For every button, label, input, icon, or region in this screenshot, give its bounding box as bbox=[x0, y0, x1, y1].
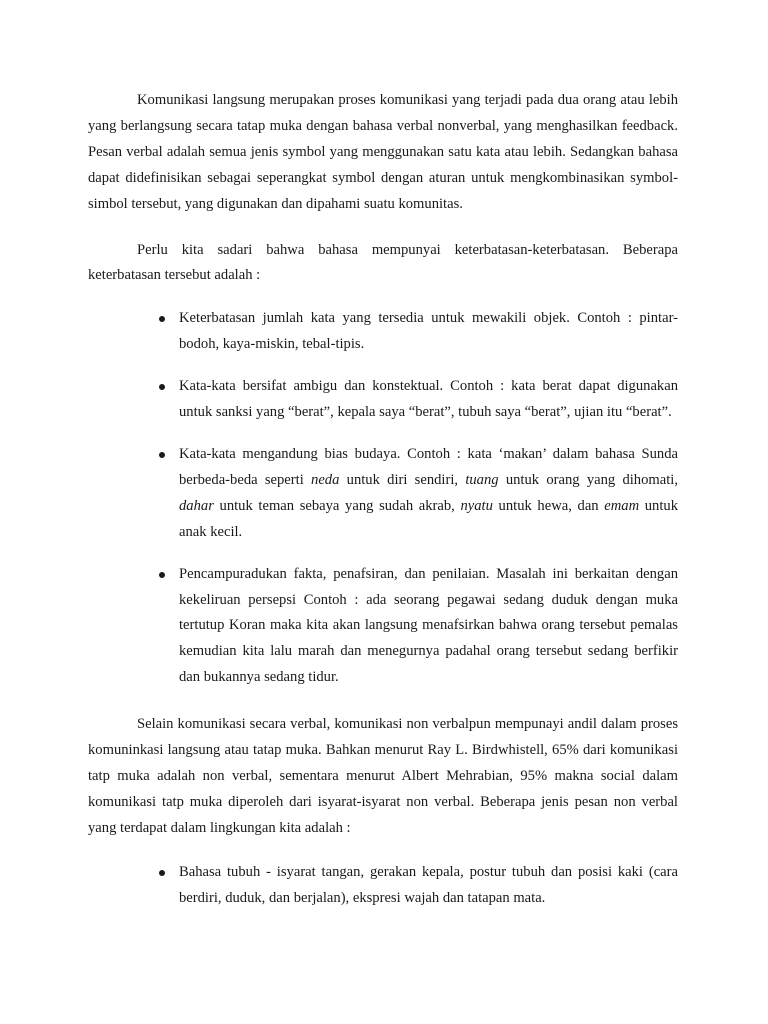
list-item bbox=[88, 306, 678, 358]
paragraph-komunikasi-langsung: Komunikasi langsung merupakan proses komunikasi yang terjadi pada dua orang atau lebih yang berlangsung secara tatap muka dengan bahasa verbal nonverbal, yang menghasilkan feedback. Pesan verbal adalah semua jenis symbol yang menggunakan satu kata atau lebih. Sedangkan bahasa dapat didefinisikan sebagai seperangkat symbol dengan aturan untuk mengkombinasikan symbol-simbol tersebut, yang digunakan dan dipahami suatu komunitas. bbox=[88, 92, 678, 212]
paragraph-komunikasi-nonverbal: Selain komunikasi secara verbal, komunikasi non verbalpun mempunayi andil dalam proses komuninkasi langsung atau tatap muka. Bahkan menurut Ray L. Birdwhistell, 65% dari komunikasi tatp muka adalah non verbal, sementara menurut Albert Mehrabian, 95% makna social dalam komunikasi tatp muka diperoleh dari isyarat-isyarat non verbal. Beberapa jenis pesan non verbal yang terdapat dalam lingkungan kita adalah : bbox=[88, 716, 678, 836]
bullet-icon bbox=[159, 572, 165, 578]
list-item bbox=[88, 442, 678, 546]
nonverbal-list bbox=[88, 860, 678, 912]
list-item-text: Pencampuradukan fakta, penafsiran, dan penilaian. Masalah ini berkaitan dengan kekeliruan persepsi Contoh : ada seorang pegawai sedang duduk dengan muka tertutup Koran maka kita akan langsung menafsirkan bahwa orang tersebut pemalas kemudian kita lalu marah dan menegurnya padahal orang tersebut sedang berfikir dan bukannya sedang tidur. bbox=[179, 565, 678, 686]
list-item-text: Keterbatasan jumlah kata yang tersedia untuk mewakili objek. Contoh : pintar-bodoh, kaya-miskin, tebal-tipis. bbox=[179, 310, 678, 353]
text-segment: untuk orang yang dihomati, bbox=[498, 471, 678, 488]
text-segment: Kata-kata mengandung bias budaya. Contoh : kata ‘makan’ dalam bahasa Sunda berbeda-beda seperti bbox=[179, 445, 678, 488]
text-segment: untuk hewa, dan bbox=[492, 497, 605, 514]
paragraph-keterbatasan-bahasa: Perlu kita sadari bahwa bahasa mempunyai keterbatasan-keterbatasan. Beberapa keterbatasan tersebut adalah : bbox=[88, 241, 678, 284]
bullet-icon bbox=[159, 870, 165, 876]
bullet-icon bbox=[159, 452, 165, 458]
limitations-list bbox=[88, 306, 678, 691]
text-segment: untuk anak kecil. bbox=[179, 497, 678, 540]
list-item bbox=[88, 860, 678, 912]
list-item bbox=[88, 562, 678, 692]
italic-term-emam: emam bbox=[604, 497, 640, 514]
bullet-icon bbox=[159, 316, 165, 322]
bullet-icon bbox=[159, 384, 165, 390]
text-segment: untuk diri sendiri, bbox=[339, 471, 466, 488]
list-item bbox=[88, 374, 678, 426]
list-item-text bbox=[179, 446, 678, 540]
list-item-text: Kata-kata bersifat ambigu dan konstektual. Contoh : kata berat dapat digunakan untuk sanksi yang “berat”, kepala saya “berat”, tubuh saya “berat”, ujian itu “berat”. bbox=[179, 378, 678, 421]
list-item-text: Bahasa tubuh - isyarat tangan, gerakan kepala, postur tubuh dan posisi kaki (cara berdiri, duduk, dan berjalan), ekspresi wajah dan tatapan mata. bbox=[179, 863, 678, 906]
italic-term-tuang: tuang bbox=[465, 471, 499, 488]
italic-term-neda: neda bbox=[311, 471, 340, 488]
italic-term-nyatu: nyatu bbox=[460, 497, 493, 514]
document-page bbox=[88, 88, 678, 911]
italic-term-dahar: dahar bbox=[179, 497, 214, 514]
text-segment: untuk teman sebaya yang sudah akrab, bbox=[213, 497, 461, 514]
